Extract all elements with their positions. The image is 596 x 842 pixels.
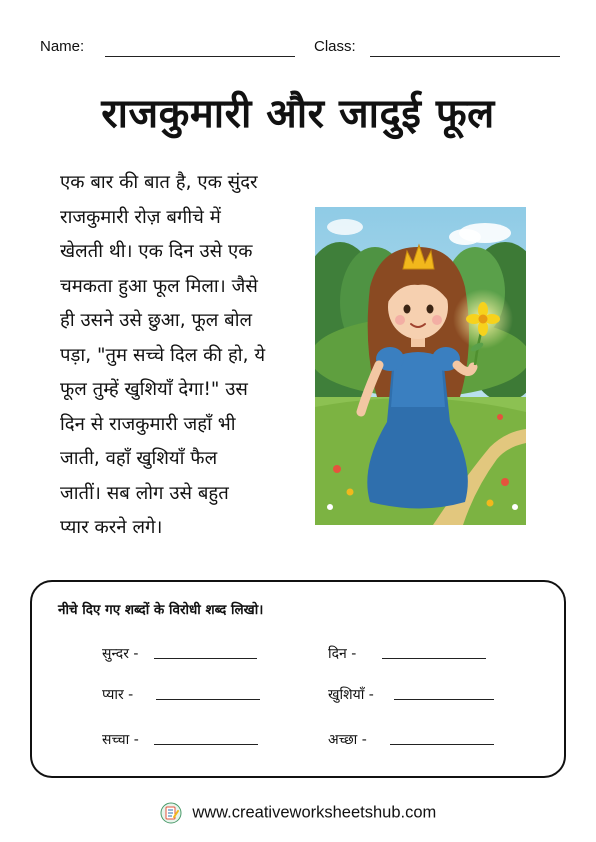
exercise-question: नीचे दिए गए शब्दों के विरोधी शब्द लिखो।	[58, 602, 264, 618]
worksheet-logo-icon	[160, 802, 182, 824]
answer-blank[interactable]	[382, 658, 486, 659]
story-line: प्यार करने लगे।	[60, 517, 163, 538]
answer-blank[interactable]	[156, 699, 260, 700]
antonym-word: खुशियाँ -	[328, 687, 374, 703]
story-line: ही उसने उसे छुआ, फूल बोल	[60, 310, 253, 331]
answer-blank[interactable]	[394, 699, 494, 700]
class-field-line[interactable]	[370, 56, 560, 57]
worksheet-title: राजकुमारी और जादुई फूल	[101, 91, 495, 137]
story-line: दिन से राजकुमारी जहाँ भी	[60, 413, 236, 435]
antonym-word: सच्चा -	[102, 732, 139, 748]
website-link[interactable]: www.creativeworksheetshub.com	[192, 803, 437, 822]
story-line: राजकुमारी रोज़ बगीचे में	[60, 206, 221, 228]
antonym-word: अच्छा -	[328, 732, 367, 748]
footer	[0, 802, 596, 824]
story-line: जातीं। सब लोग उसे बहुत	[60, 482, 229, 504]
story-line: जाती, वहाँ खुशियाँ फैल	[60, 448, 218, 469]
story-line: एक बार की बात है, एक सुंदर	[60, 172, 258, 193]
name-field-line[interactable]	[105, 56, 295, 57]
story-line: चमकता हुआ फूल मिला। जैसे	[60, 275, 258, 297]
class-label: Class:	[314, 38, 356, 55]
antonyms-exercise-box	[30, 580, 566, 778]
student-info-header	[40, 38, 560, 60]
name-label: Name:	[40, 38, 85, 55]
answer-blank[interactable]	[154, 658, 257, 659]
princess-illustration	[315, 207, 526, 525]
story-line: खेलती थी। एक दिन उसे एक	[60, 241, 253, 262]
antonym-word: दिन -	[328, 646, 357, 662]
antonym-word: सुन्दर -	[102, 646, 139, 662]
story-line: पड़ा, "तुम सच्चे दिल की हो, ये	[60, 344, 266, 366]
antonym-word: प्यार -	[102, 687, 134, 703]
answer-blank[interactable]	[154, 744, 258, 745]
answer-blank[interactable]	[390, 744, 494, 745]
story-line: फूल तुम्हें खुशियाँ देगा!" उस	[60, 379, 248, 400]
story-text	[60, 166, 310, 546]
